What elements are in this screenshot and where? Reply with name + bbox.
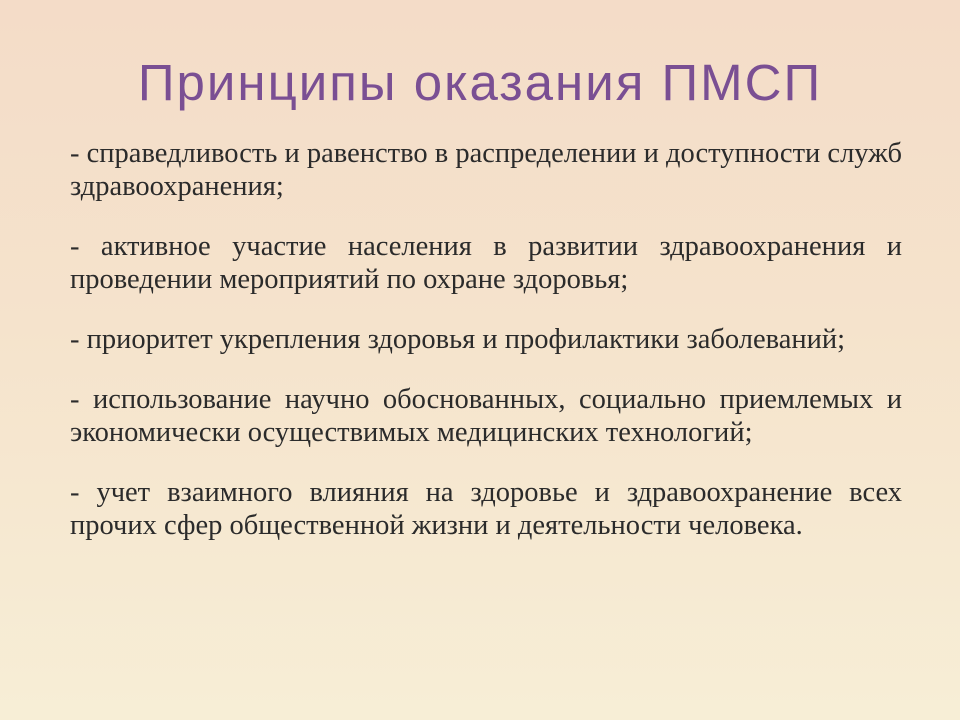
principles-list: [70, 137, 902, 569]
principle-item: - справедливость и равенство в распределении и доступности служб здравоохранения;: [70, 138, 902, 202]
principle-item: - использование научно обоснованных, социально приемлемых и экономически осуществимых медицинских технологий;: [70, 384, 902, 448]
principle-item: - учет взаимного влияния на здоровье и здравоохранение всех прочих сфер общественной жизни и деятельности человека.: [70, 477, 902, 541]
principle-item: - активное участие населения в развитии здравоохранения и проведении мероприятий по охране здоровья;: [70, 231, 902, 295]
slide-title: Принципы оказания ПМСП: [137, 54, 823, 111]
principle-item: - приоритет укрепления здоровья и профилактики заболеваний;: [70, 324, 846, 355]
